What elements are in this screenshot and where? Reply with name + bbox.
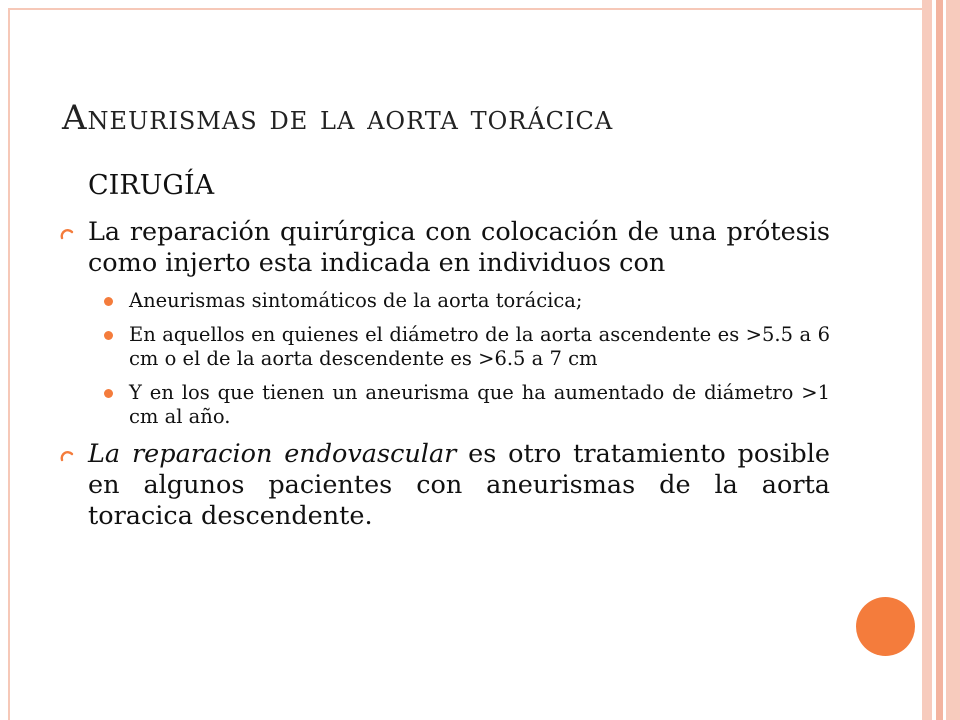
side-stripe (922, 0, 932, 720)
bullet-icon (60, 449, 74, 463)
sub-bullet-item (104, 323, 830, 371)
sub-bullet-text: Y en los que tienen un aneurisma que ha aumentado de diámetro >1 cm al año. (129, 381, 830, 428)
sub-bullet-text: En aquellos en quienes el diámetro de la aorta ascendente es >5.5 a 6 cm o el de la aorta descendente es >6.5 a 7 cm (129, 323, 830, 370)
sub-list (104, 289, 830, 429)
bullet-icon (60, 227, 74, 241)
bullet-dot-icon (104, 331, 113, 340)
bullet-dot-icon (104, 389, 113, 398)
decorative-circle (856, 597, 915, 656)
slide-subtitle: CIRUGÍA (88, 170, 215, 201)
side-stripe (946, 0, 960, 720)
sub-bullet-item (104, 381, 830, 429)
bullet-text: La reparación quirúrgica con colocación de una prótesis como injerto esta indicada en individuos con (88, 217, 830, 278)
bullet-rest-text: es otro tratamiento posible en algunos pacientes con aneurismas de la aorta toracica descendente. (88, 439, 830, 531)
slide-title: Aneurismas de la aorta torácica (62, 98, 614, 138)
bullet-text (88, 439, 830, 531)
sub-bullet-text: Aneurismas sintomáticos de la aorta torácica; (129, 289, 583, 312)
bullet-item (60, 439, 830, 532)
bullet-italic-text: La reparacion endovascular (88, 439, 457, 469)
sub-bullet-item (104, 289, 830, 313)
bullet-item (60, 217, 830, 279)
side-stripe (936, 0, 943, 720)
bullet-dot-icon (104, 297, 113, 306)
slide-content (60, 217, 830, 542)
